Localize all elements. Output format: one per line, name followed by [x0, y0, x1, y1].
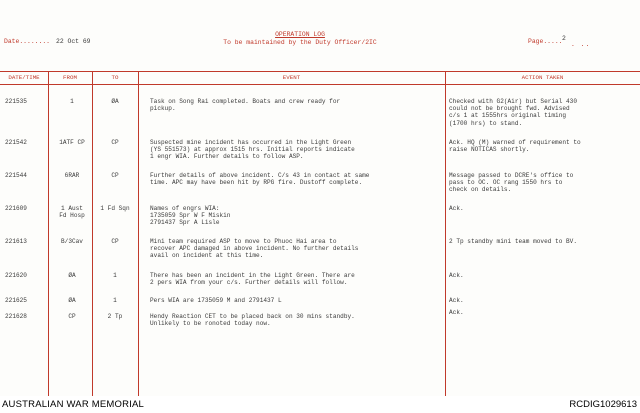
row-8-event: Hendy Reaction CET to be placed back on 30 mins standby. Unlikely to be ronoted today now. [150, 313, 355, 328]
row-2-from: 1ATF CP [59, 139, 85, 146]
page-dots: . .. [571, 41, 591, 48]
row-4-event: Names of engrs WIA: 1735059 Spr W F Miskin 2791437 Spr A Lisle [150, 205, 231, 227]
log-title-block [180, 31, 420, 46]
row-6-event: There has been an incident in the Light Green. There are 2 pers WIA from your c/s. Further details will follow. [150, 272, 355, 287]
row-1-action: Checked with G2(Air) but Serial 430 could not be brought fwd. Advised c/s 1 at 1555hrs original timing (1700 hrs) to stand. [449, 98, 577, 127]
row-5-action: 2 Tp standby mini team moved to BV. [449, 238, 577, 245]
row-7-from: ØA [68, 297, 76, 304]
row-7-action: Ack. [449, 297, 464, 304]
archive-footer [0, 396, 640, 413]
row-5-from: B/3Cav [61, 238, 83, 245]
log-title: OPERATION LOG [275, 31, 325, 38]
row-8-time: 221628 [5, 313, 27, 320]
column-header-event: EVENT [282, 74, 301, 81]
column-divider-1 [48, 71, 49, 396]
table-top-rule [0, 71, 640, 72]
row-3-to: CP [111, 172, 119, 179]
row-1-time: 221535 [5, 98, 27, 105]
page-label: Page..... [528, 38, 563, 45]
row-6-action: Ack. [449, 272, 464, 279]
row-4-time: 221609 [5, 205, 27, 212]
table-header-rule [0, 84, 640, 85]
row-2-action: Ack. HQ (M) warned of requirement to raise NOTICAS shortly. [449, 139, 581, 154]
row-4-from: 1 Aust Fd Hosp [59, 205, 85, 220]
row-7-event: Pers WIA are 1735059 M and 2791437 L [150, 297, 282, 304]
row-4-to: 1 Fd Sqn [100, 205, 130, 212]
column-divider-2 [92, 71, 93, 396]
row-7-to: 1 [113, 297, 117, 304]
row-1-from: 1 [70, 98, 74, 105]
row-6-to: 1 [113, 272, 117, 279]
record-id: RCDIG1029613 [569, 399, 637, 410]
row-7-time: 221625 [5, 297, 27, 304]
row-6-from: ØA [68, 272, 76, 279]
column-divider-4 [445, 71, 446, 396]
row-8-to: 2 Tp [107, 313, 123, 320]
row-3-time: 221544 [5, 172, 27, 179]
column-header-time: DATE/TIME [8, 74, 40, 81]
row-5-event: Mini team required ASP to move to Phuoc Hai area to recover APC damaged in above incident. No further details avail on incident at this time. [150, 238, 359, 260]
row-8-from: CP [68, 313, 76, 320]
row-3-action: Message passed to DCRE's office to pass to OC. OC rang 1550 hrs to check on details. [449, 172, 574, 194]
row-2-time: 221542 [5, 139, 27, 146]
column-divider-3 [138, 71, 139, 396]
log-subtitle: To be maintained by the Duty Officer/2IC [223, 38, 377, 46]
row-4-action: Ack. [449, 205, 464, 212]
row-3-from: 6RAR [64, 172, 80, 179]
row-5-time: 221613 [5, 238, 27, 245]
archive-name: AUSTRALIAN WAR MEMORIAL [2, 399, 145, 410]
date-value: 22 Oct 69 [56, 38, 91, 45]
row-6-time: 221620 [5, 272, 27, 279]
row-5-to: CP [111, 238, 119, 245]
row-8-action: Ack. [449, 309, 464, 316]
date-label: Date........ [4, 38, 51, 45]
page-number: 2 [562, 35, 566, 42]
row-1-event: Task on Song Rai completed. Boats and crew ready for pickup. [150, 98, 341, 113]
row-1-to: ØA [111, 98, 119, 105]
row-2-to: CP [111, 139, 119, 146]
column-header-action: ACTION TAKEN [521, 74, 564, 81]
row-2-event: Suspected mine incident has occurred in the Light Green (YS 551573) at approx 1515 hrs. Initial reports indicate 1 engr WIA. Further details to follow ASP. [150, 139, 355, 161]
row-3-event: Further details of above incident. C/s 43 in contact at same time. APC may have been hit by RPG fire. Dustoff complete. [150, 172, 370, 187]
column-header-from: FROM [63, 74, 77, 81]
column-header-to: TO [111, 74, 119, 81]
